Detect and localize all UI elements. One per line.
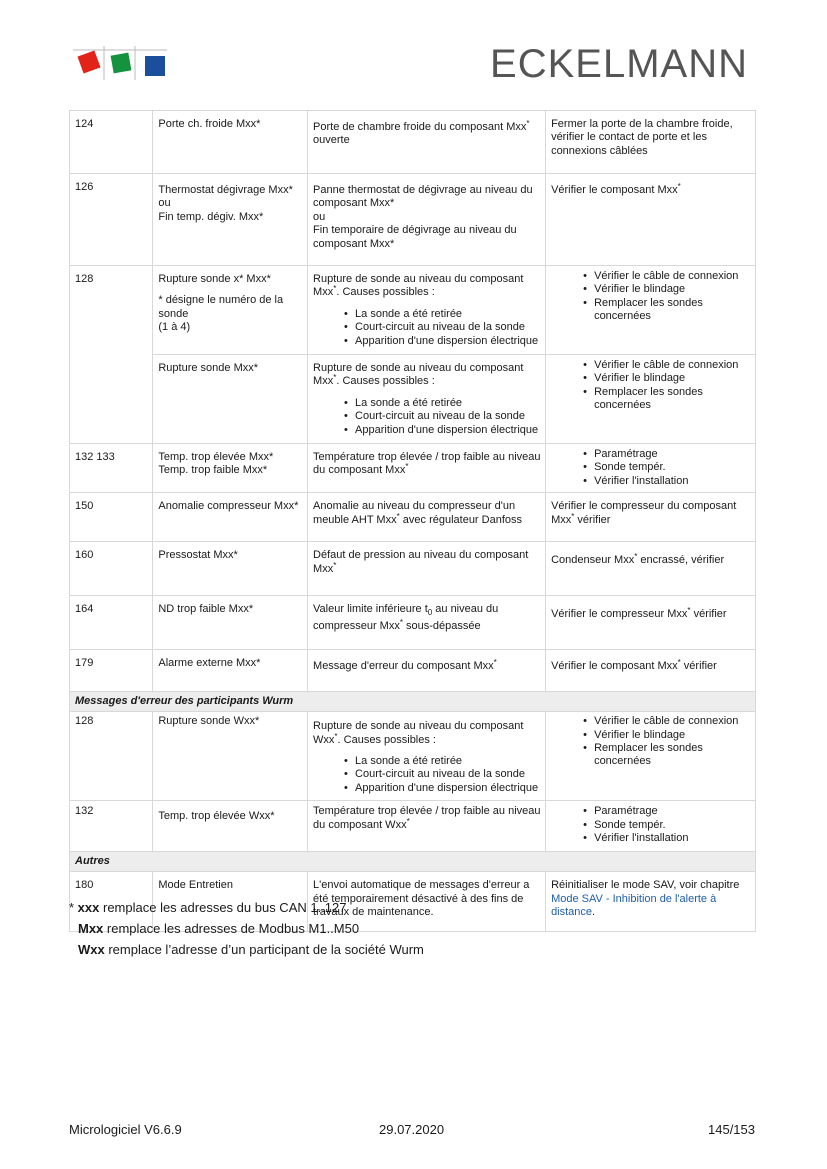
error-action: Vérifier le composant Mxx* vérifier — [546, 650, 756, 692]
error-cause: Anomalie au niveau du compresseur d'un meuble AHT Mxx* avec régulateur Danfoss — [308, 493, 546, 542]
error-action — [546, 444, 756, 493]
section-header-row — [70, 852, 756, 872]
table-row — [70, 542, 756, 596]
red-square-icon — [77, 50, 100, 73]
error-code: 124 — [70, 111, 153, 174]
document-date: 29.07.2020 — [379, 1122, 445, 1137]
chapter-link[interactable]: Mode SAV - Inhibition de l'alerte à distance — [551, 892, 717, 919]
list-item: • Vérifier le blindage — [594, 283, 751, 296]
error-action — [546, 712, 756, 801]
error-message: Anomalie compresseur Mxx* — [153, 493, 308, 542]
error-cause: Rupture de sonde au niveau du composant Mxx*. Causes possibles : • La sonde a été retirée • Court-circuit au niveau de la sonde • Apparition d'une dispersion électrique — [308, 266, 546, 355]
list-item: • Vérifier le blindage — [594, 372, 751, 385]
green-square-icon — [111, 53, 132, 74]
list-item: • La sonde a été retirée — [355, 397, 541, 410]
error-message: Temp. trop élevée Wxx* — [153, 801, 308, 852]
list-item: • Vérifier le câble de connexion — [594, 359, 751, 372]
error-code: 180 — [70, 872, 153, 932]
error-cause: Message d'erreur du composant Mxx* — [308, 650, 546, 692]
list-item: • Court-circuit au niveau de la sonde — [355, 768, 541, 781]
list-item: • Vérifier le câble de connexion — [594, 270, 751, 283]
error-code: 128 — [70, 266, 153, 444]
table-row — [70, 355, 756, 444]
blue-square-icon — [145, 56, 165, 76]
table-row — [70, 650, 756, 692]
brand-wordmark: ECKELMANN — [490, 42, 748, 86]
error-code: 132 133 — [70, 444, 153, 493]
error-action: Vérifier le composant Mxx* — [546, 174, 756, 266]
error-message: Mode Entretien — [153, 872, 308, 932]
error-action: Réinitialiser le mode SAV, voir chapitre Mode SAV - Inhibition de l'alerte à distance. — [546, 872, 756, 932]
error-action — [546, 355, 756, 444]
list-item: • Apparition d'une dispersion électrique — [355, 424, 541, 437]
error-cause: L'envoi automatique de messages d'erreur a été temporairement désactivé à des fins de travaux de maintenance. — [308, 872, 546, 932]
footnote-xxx: * xxx remplace les adresses du bus CAN 1..127 — [69, 900, 347, 915]
list-item: • Vérifier l'installation — [594, 475, 751, 488]
error-cause: Température trop élevée / trop faible au niveau du composant Wxx* — [308, 801, 546, 852]
table-row — [70, 712, 756, 801]
error-message: Alarme externe Mxx* — [153, 650, 308, 692]
error-message: Rupture sonde x* Mxx* * désigne le numéro de la sonde (1 à 4) — [153, 266, 308, 355]
error-action: Vérifier le compresseur du composant Mxx* vérifier — [546, 493, 756, 542]
section-title-wurm: Messages d'erreur des participants Wurm — [70, 692, 756, 712]
footnote-mxx: Mxx remplace les adresses de Modbus M1..M50 — [78, 921, 360, 936]
list-item: • La sonde a été retirée — [355, 308, 541, 321]
list-item: • Apparition d'une dispersion électrique — [355, 335, 541, 348]
list-item: • Sonde tempér. — [594, 819, 751, 832]
error-cause: Défaut de pression au niveau du composant Mxx* — [308, 542, 546, 596]
section-title-autres: Autres — [70, 852, 756, 872]
error-code: 126 — [70, 174, 153, 266]
list-item: • Vérifier le câble de connexion — [594, 715, 751, 728]
table-row — [70, 174, 756, 266]
table-row — [70, 444, 756, 493]
page-number: 145/153 — [708, 1122, 755, 1137]
list-item: • Remplacer les sondes concernées — [594, 386, 751, 413]
error-action — [546, 266, 756, 355]
table-row — [70, 493, 756, 542]
error-message: Porte ch. froide Mxx* — [153, 111, 308, 174]
error-cause: Température trop élevée / trop faible au niveau du composant Mxx* — [308, 444, 546, 493]
error-cause: Porte de chambre froide du composant Mxx* ouverte — [308, 111, 546, 174]
error-code: 150 — [70, 493, 153, 542]
error-message-table — [69, 110, 756, 932]
list-item: • Vérifier l'installation — [594, 832, 751, 845]
list-item: • Sonde tempér. — [594, 461, 751, 474]
section-header-row — [70, 692, 756, 712]
error-action — [546, 801, 756, 852]
list-item: • Vérifier le blindage — [594, 729, 751, 742]
error-message: Pressostat Mxx* — [153, 542, 308, 596]
error-cause: Panne thermostat de dégivrage au niveau du composant Mxx* ou Fin temporaire de dégivrage au niveau du composant Mxx* — [308, 174, 546, 266]
error-cause: Valeur limite inférieure $t_0$ au niveau du compresseur Mxx* sous-dépassée — [308, 596, 546, 650]
list-item: • Apparition d'une dispersion électrique — [355, 782, 541, 795]
error-code: 160 — [70, 542, 153, 596]
table-row — [70, 596, 756, 650]
error-code: 132 — [70, 801, 153, 852]
error-action: Fermer la porte de la chambre froide, vérifier le contact de porte et les connexions câblées — [546, 111, 756, 174]
error-cause: Rupture de sonde au niveau du composant Mxx*. Causes possibles : • La sonde a été retirée • Court-circuit au niveau de la sonde • Apparition d'une dispersion électrique — [308, 355, 546, 444]
list-item: • Remplacer les sondes concernées — [594, 297, 751, 324]
footnote-wxx: Wxx remplace l’adresse d’un participant de la société Wurm — [78, 942, 424, 957]
list-item: • Paramétrage — [594, 448, 751, 461]
error-message: Thermostat dégivrage Mxx* ou Fin temp. dégiv. Mxx* — [153, 174, 308, 266]
eckelmann-logo-squares — [73, 46, 167, 80]
error-code: 164 — [70, 596, 153, 650]
error-action: Vérifier le compresseur Mxx* vérifier — [546, 596, 756, 650]
list-item: • Paramétrage — [594, 805, 751, 818]
firmware-version: Micrologiciel V6.6.9 — [69, 1122, 182, 1137]
error-message: Rupture sonde Mxx* — [153, 355, 308, 444]
list-item: • Remplacer les sondes concernées — [594, 742, 751, 769]
error-code: 179 — [70, 650, 153, 692]
error-message: Temp. trop élevée Mxx* Temp. trop faible Mxx* — [153, 444, 308, 493]
error-action: Condenseur Mxx* encrassé, vérifier — [546, 542, 756, 596]
table-row — [70, 111, 756, 174]
error-message: Rupture sonde Wxx* — [153, 712, 308, 801]
list-item: • Court-circuit au niveau de la sonde — [355, 410, 541, 423]
list-item: • La sonde a été retirée — [355, 755, 541, 768]
list-item: • Court-circuit au niveau de la sonde — [355, 321, 541, 334]
error-message: ND trop faible Mxx* — [153, 596, 308, 650]
table-row — [70, 266, 756, 355]
error-code: 128 — [70, 712, 153, 801]
footnotes — [69, 897, 424, 960]
table-row — [70, 801, 756, 852]
error-cause: Rupture de sonde au niveau du composant Wxx*. Causes possibles : • La sonde a été retirée • Court-circuit au niveau de la sonde • Apparition d'une dispersion électrique — [308, 712, 546, 801]
